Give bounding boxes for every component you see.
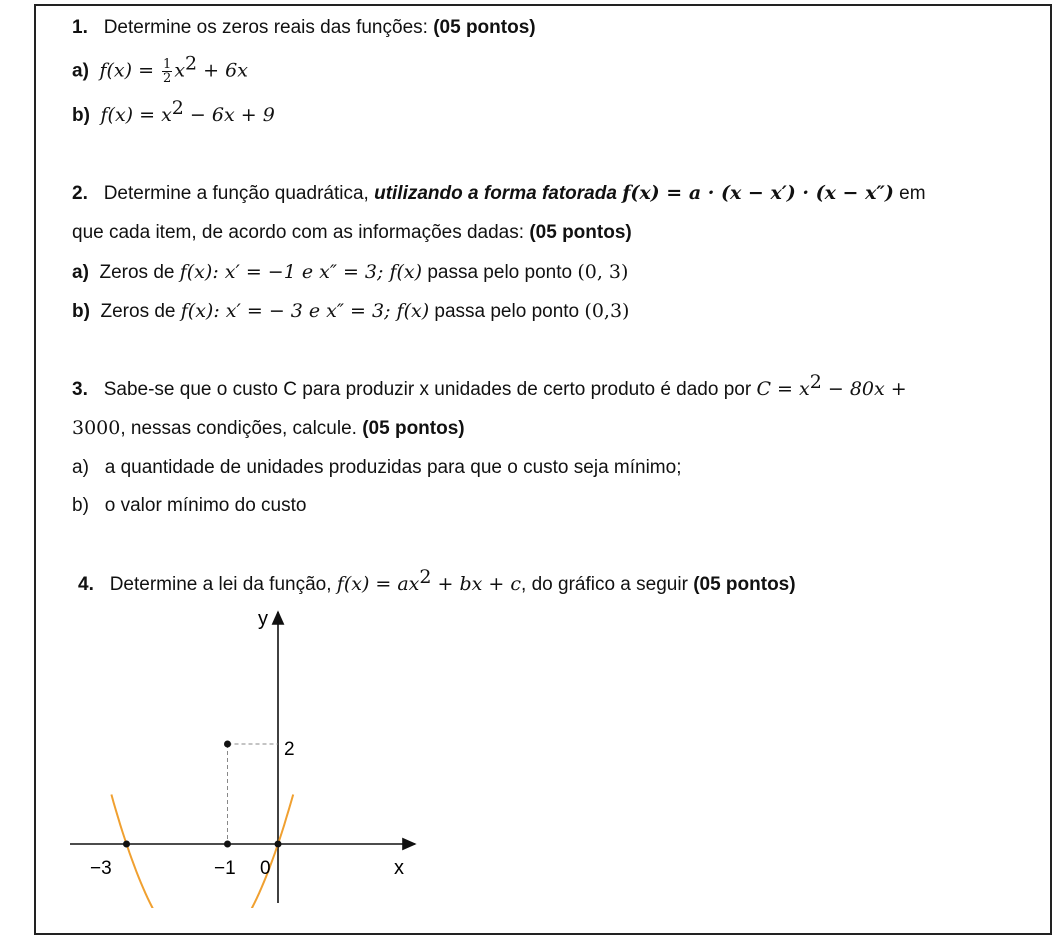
- q4-points: (05 pontos): [693, 574, 796, 595]
- q2-b-zeros: : x′ = − 3 e x″ = 3;: [213, 300, 397, 322]
- q3-item-b: [72, 494, 306, 518]
- q2-b-point: (0,3): [584, 300, 630, 322]
- q4-formula-end: + bx + c: [431, 573, 522, 595]
- q2-a-zeros: : x′ = −1 e x″ = 3;: [212, 261, 390, 283]
- q1-item-a: [72, 52, 248, 86]
- q1-a-expr: f(x) =: [99, 59, 161, 82]
- tick-label-two: 2: [284, 739, 295, 760]
- q3-line2-text: , nessas condições, calcule.: [120, 418, 363, 439]
- q2-b-text: Zeros de: [100, 301, 181, 322]
- q4-formula: f(x) = ax: [336, 573, 420, 595]
- q2-a-text: Zeros de: [99, 262, 180, 283]
- q1-a-exponent: 2: [185, 52, 198, 75]
- q2-a-fx: f(x): [179, 261, 213, 283]
- q2-text-end: em: [893, 183, 926, 204]
- root-point-zero: [275, 841, 282, 848]
- q3-formula-end: − 80x +: [821, 378, 907, 400]
- q1-b-expr: f(x) = x: [100, 104, 172, 126]
- q4-heading: [78, 566, 796, 597]
- q2-colon: :: [518, 222, 530, 243]
- q2-emphasis: utilizando a forma fatorada: [374, 183, 617, 204]
- q2-text: Determine a função quadrática,: [103, 183, 375, 204]
- fraction-denominator: 2: [163, 71, 172, 86]
- q2-item-b: [72, 299, 629, 324]
- x-axis-label: x: [394, 857, 404, 879]
- q3-b-text: o valor mínimo do custo: [104, 495, 307, 516]
- q3-item-a: [72, 456, 681, 480]
- tick-label-zero: 0: [260, 858, 271, 879]
- q1-heading: [72, 16, 536, 40]
- q1-number: 1.: [72, 17, 88, 38]
- q3-points: (05 pontos): [362, 418, 465, 439]
- q1-title: Determine os zeros reais das funções:: [103, 17, 428, 38]
- tick-label-neg1: −1: [214, 858, 236, 879]
- q2-line2: [72, 221, 632, 245]
- q1-b-exponent: 2: [171, 97, 184, 119]
- q3-a-label: a): [72, 457, 89, 478]
- q3-b-label: b): [72, 495, 89, 516]
- q2-item-a: [72, 260, 628, 285]
- q3-exponent: 2: [809, 371, 822, 393]
- q3-text: Sabe-se que o custo C para produzir x unidades de certo produto é dado por: [103, 379, 757, 400]
- q1-b-label: b): [72, 105, 90, 126]
- q1-a-rest: + 6x: [197, 59, 248, 82]
- q3-number-3000: 3000: [72, 417, 121, 439]
- q1-b-rest: − 6x + 9: [183, 104, 275, 126]
- q2-b-fx2: f(x): [396, 300, 430, 322]
- q3-heading: [72, 371, 907, 402]
- q2-a-fx2: f(x): [389, 261, 423, 283]
- q4-text: Determine a lei da função,: [109, 574, 337, 595]
- q1-points: (05 pontos): [433, 17, 536, 38]
- q2-number: 2.: [72, 183, 88, 204]
- q2-b-fx: f(x): [180, 300, 214, 322]
- q2-points: (05 pontos): [529, 222, 632, 243]
- q2-b-label: b): [72, 301, 90, 322]
- q2-formula: f(x) = a · (x − x′) · (x − x″): [622, 182, 894, 204]
- root-point-neg3: [123, 841, 130, 848]
- q3-formula: C = x: [756, 378, 810, 400]
- q2-heading: [72, 181, 926, 206]
- q3-line2: [72, 416, 465, 441]
- marked-point: [224, 741, 231, 748]
- tick-point-neg1: [224, 841, 231, 848]
- q3-a-text: a quantidade de unidades produzidas para que o custo seja mínimo;: [104, 457, 682, 478]
- y-axis-label: y: [258, 608, 268, 630]
- fraction-numerator: 1: [163, 57, 172, 72]
- fraction: [162, 58, 172, 85]
- q4-exponent: 2: [419, 566, 432, 588]
- q1-item-b: [72, 97, 275, 128]
- q2-line2-text: que cada item, de acordo com as informações dadas: [72, 222, 519, 243]
- q3-number: 3.: [72, 379, 88, 400]
- q1-a-label: a): [72, 60, 89, 82]
- q2-a-label: a): [72, 262, 89, 283]
- parabola-graph: [60, 598, 440, 908]
- q2-a-point: (0, 3): [577, 261, 629, 283]
- q4-number: 4.: [78, 574, 94, 595]
- parabola-curve: [111, 795, 293, 909]
- q4-text-end: , do gráfico a seguir: [521, 574, 694, 595]
- tick-label-neg3: −3: [90, 858, 112, 879]
- q1-a-x: x: [174, 59, 186, 82]
- q2-b-text2: passa pelo ponto: [429, 301, 585, 322]
- q2-a-text2: passa pelo ponto: [422, 262, 578, 283]
